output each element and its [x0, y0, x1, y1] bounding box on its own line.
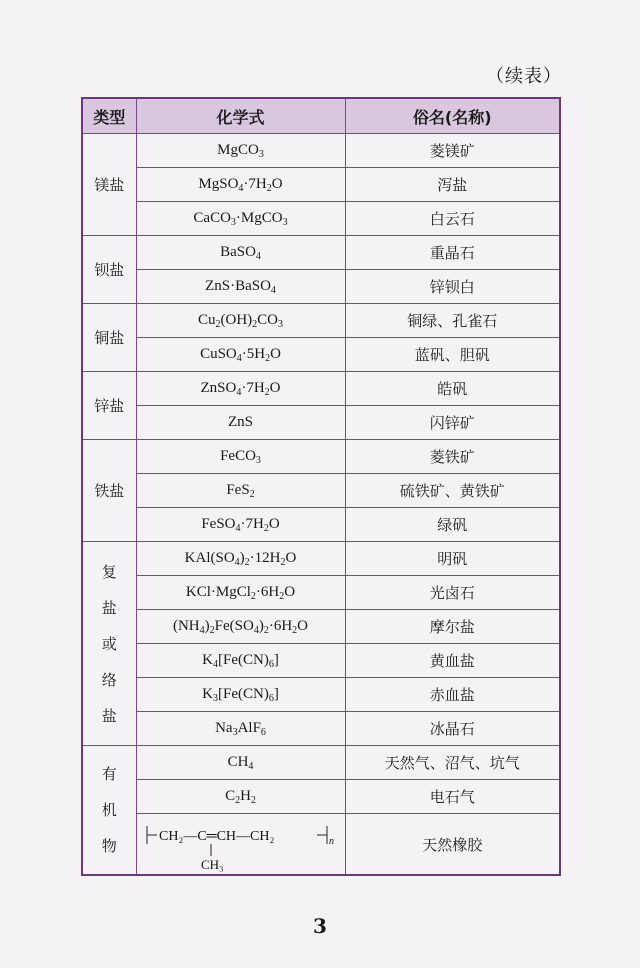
- table-row: [82, 474, 560, 508]
- formula-cell: BaSO$_4$: [136, 236, 345, 270]
- common-name-cell: 重晶石: [345, 236, 560, 270]
- table-row: [82, 644, 560, 678]
- type-cell: 钡盐: [82, 236, 136, 304]
- table-row: [82, 338, 560, 372]
- type-cell: 铁盐: [82, 440, 136, 542]
- formula-cell: $CuSO_4\cdot 5H_2O$: [136, 338, 345, 372]
- common-name-cell: 赤血盐: [345, 678, 560, 712]
- table-header-row: [82, 98, 560, 134]
- formula-cell: ZnS: [136, 406, 345, 440]
- formula-cell: $CH_4$: [136, 746, 345, 780]
- table-row: [82, 814, 560, 876]
- common-name-cell: 硫铁矿、黄铁矿: [345, 474, 560, 508]
- table-row: [82, 712, 560, 746]
- rubber-branch: CH₃: [200, 857, 224, 872]
- common-name-cell: 天然气、沼气、坑气: [345, 746, 560, 780]
- formula-cell: $MgSO_4\cdot 7H_2O$: [136, 168, 345, 202]
- table-row: [82, 304, 560, 338]
- rubber-structure: [137, 814, 345, 874]
- rubber-n: n: [328, 836, 334, 847]
- common-name-cell: 绿矾: [345, 508, 560, 542]
- formula-cell: ZnS·BaSO$_4$: [136, 270, 345, 304]
- formula-cell: FeCO$_3$: [136, 440, 345, 474]
- type-cell: 铜盐: [82, 304, 136, 372]
- common-name-cell: 摩尔盐: [345, 610, 560, 644]
- table-row: [82, 168, 560, 202]
- table-row: [82, 576, 560, 610]
- type-cell: 锌盐: [82, 372, 136, 440]
- table-row: [82, 780, 560, 814]
- formula-cell: $C_2H_2$: [136, 780, 345, 814]
- common-name-cell: 天然橡胶: [345, 814, 560, 876]
- common-name-cell: 泻盐: [345, 168, 560, 202]
- table-row: [82, 610, 560, 644]
- formula-cell: MgCO$_3$: [136, 134, 345, 168]
- continued-label: （续表）: [486, 66, 562, 87]
- formula-cell: [136, 814, 345, 876]
- type-cell: 镁盐: [82, 134, 136, 236]
- common-name-cell: 光卤石: [345, 576, 560, 610]
- chemical-names-table: [81, 97, 561, 876]
- common-name-cell: 白云石: [345, 202, 560, 236]
- common-name-cell: 冰晶石: [345, 712, 560, 746]
- header-name: 俗名(名称): [345, 98, 560, 134]
- table-row: [82, 270, 560, 304]
- table-body: [82, 134, 560, 876]
- common-name-cell: 电石气: [345, 780, 560, 814]
- table-row: [82, 542, 560, 576]
- formula-cell: FeS$_2$: [136, 474, 345, 508]
- common-name-cell: 蓝矾、胆矾: [345, 338, 560, 372]
- common-name-cell: 黄血盐: [345, 644, 560, 678]
- table-row: [82, 134, 560, 168]
- table-row: [82, 508, 560, 542]
- formula-cell: $ZnSO_4\cdot 7H_2O$: [136, 372, 345, 406]
- formula-cell: CaCO$_3$·MgCO$_3$: [136, 202, 345, 236]
- table-row: [82, 202, 560, 236]
- formula-cell: $Cu_2(OH)_2CO_3$: [136, 304, 345, 338]
- formula-cell: $KAl(SO_4)_2\cdot 12H_2O$: [136, 542, 345, 576]
- table-row: [82, 406, 560, 440]
- formula-cell: $KCl\cdot MgCl_2\cdot 6H_2O$: [136, 576, 345, 610]
- formula-cell: $Na_3AlF_6$: [136, 712, 345, 746]
- formula-cell: $K_3[Fe(CN)_6]$: [136, 678, 345, 712]
- common-name-cell: 菱镁矿: [345, 134, 560, 168]
- table-row: [82, 440, 560, 474]
- type-cell: 有 机 物: [82, 746, 136, 876]
- common-name-cell: 闪锌矿: [345, 406, 560, 440]
- common-name-cell: 铜绿、孔雀石: [345, 304, 560, 338]
- common-name-cell: 皓矾: [345, 372, 560, 406]
- table-row: [82, 372, 560, 406]
- header-formula: 化学式: [136, 98, 345, 134]
- page-number: 3: [313, 914, 327, 938]
- type-cell: 复 盐 或 络 盐: [82, 542, 136, 746]
- formula-cell: $(NH_4)_2Fe(SO_4)_2\cdot 6H_2O$: [136, 610, 345, 644]
- common-name-cell: 菱铁矿: [345, 440, 560, 474]
- table-row: [82, 236, 560, 270]
- table-row: [82, 678, 560, 712]
- rubber-main: CH₂—C═CH—CH₂: [158, 829, 274, 844]
- common-name-cell: 明矾: [345, 542, 560, 576]
- formula-cell: $FeSO_4\cdot 7H_2O$: [136, 508, 345, 542]
- header-type: 类型: [82, 98, 136, 134]
- common-name-cell: 锌钡白: [345, 270, 560, 304]
- formula-cell: $K_4[Fe(CN)_6]$: [136, 644, 345, 678]
- table-row: [82, 746, 560, 780]
